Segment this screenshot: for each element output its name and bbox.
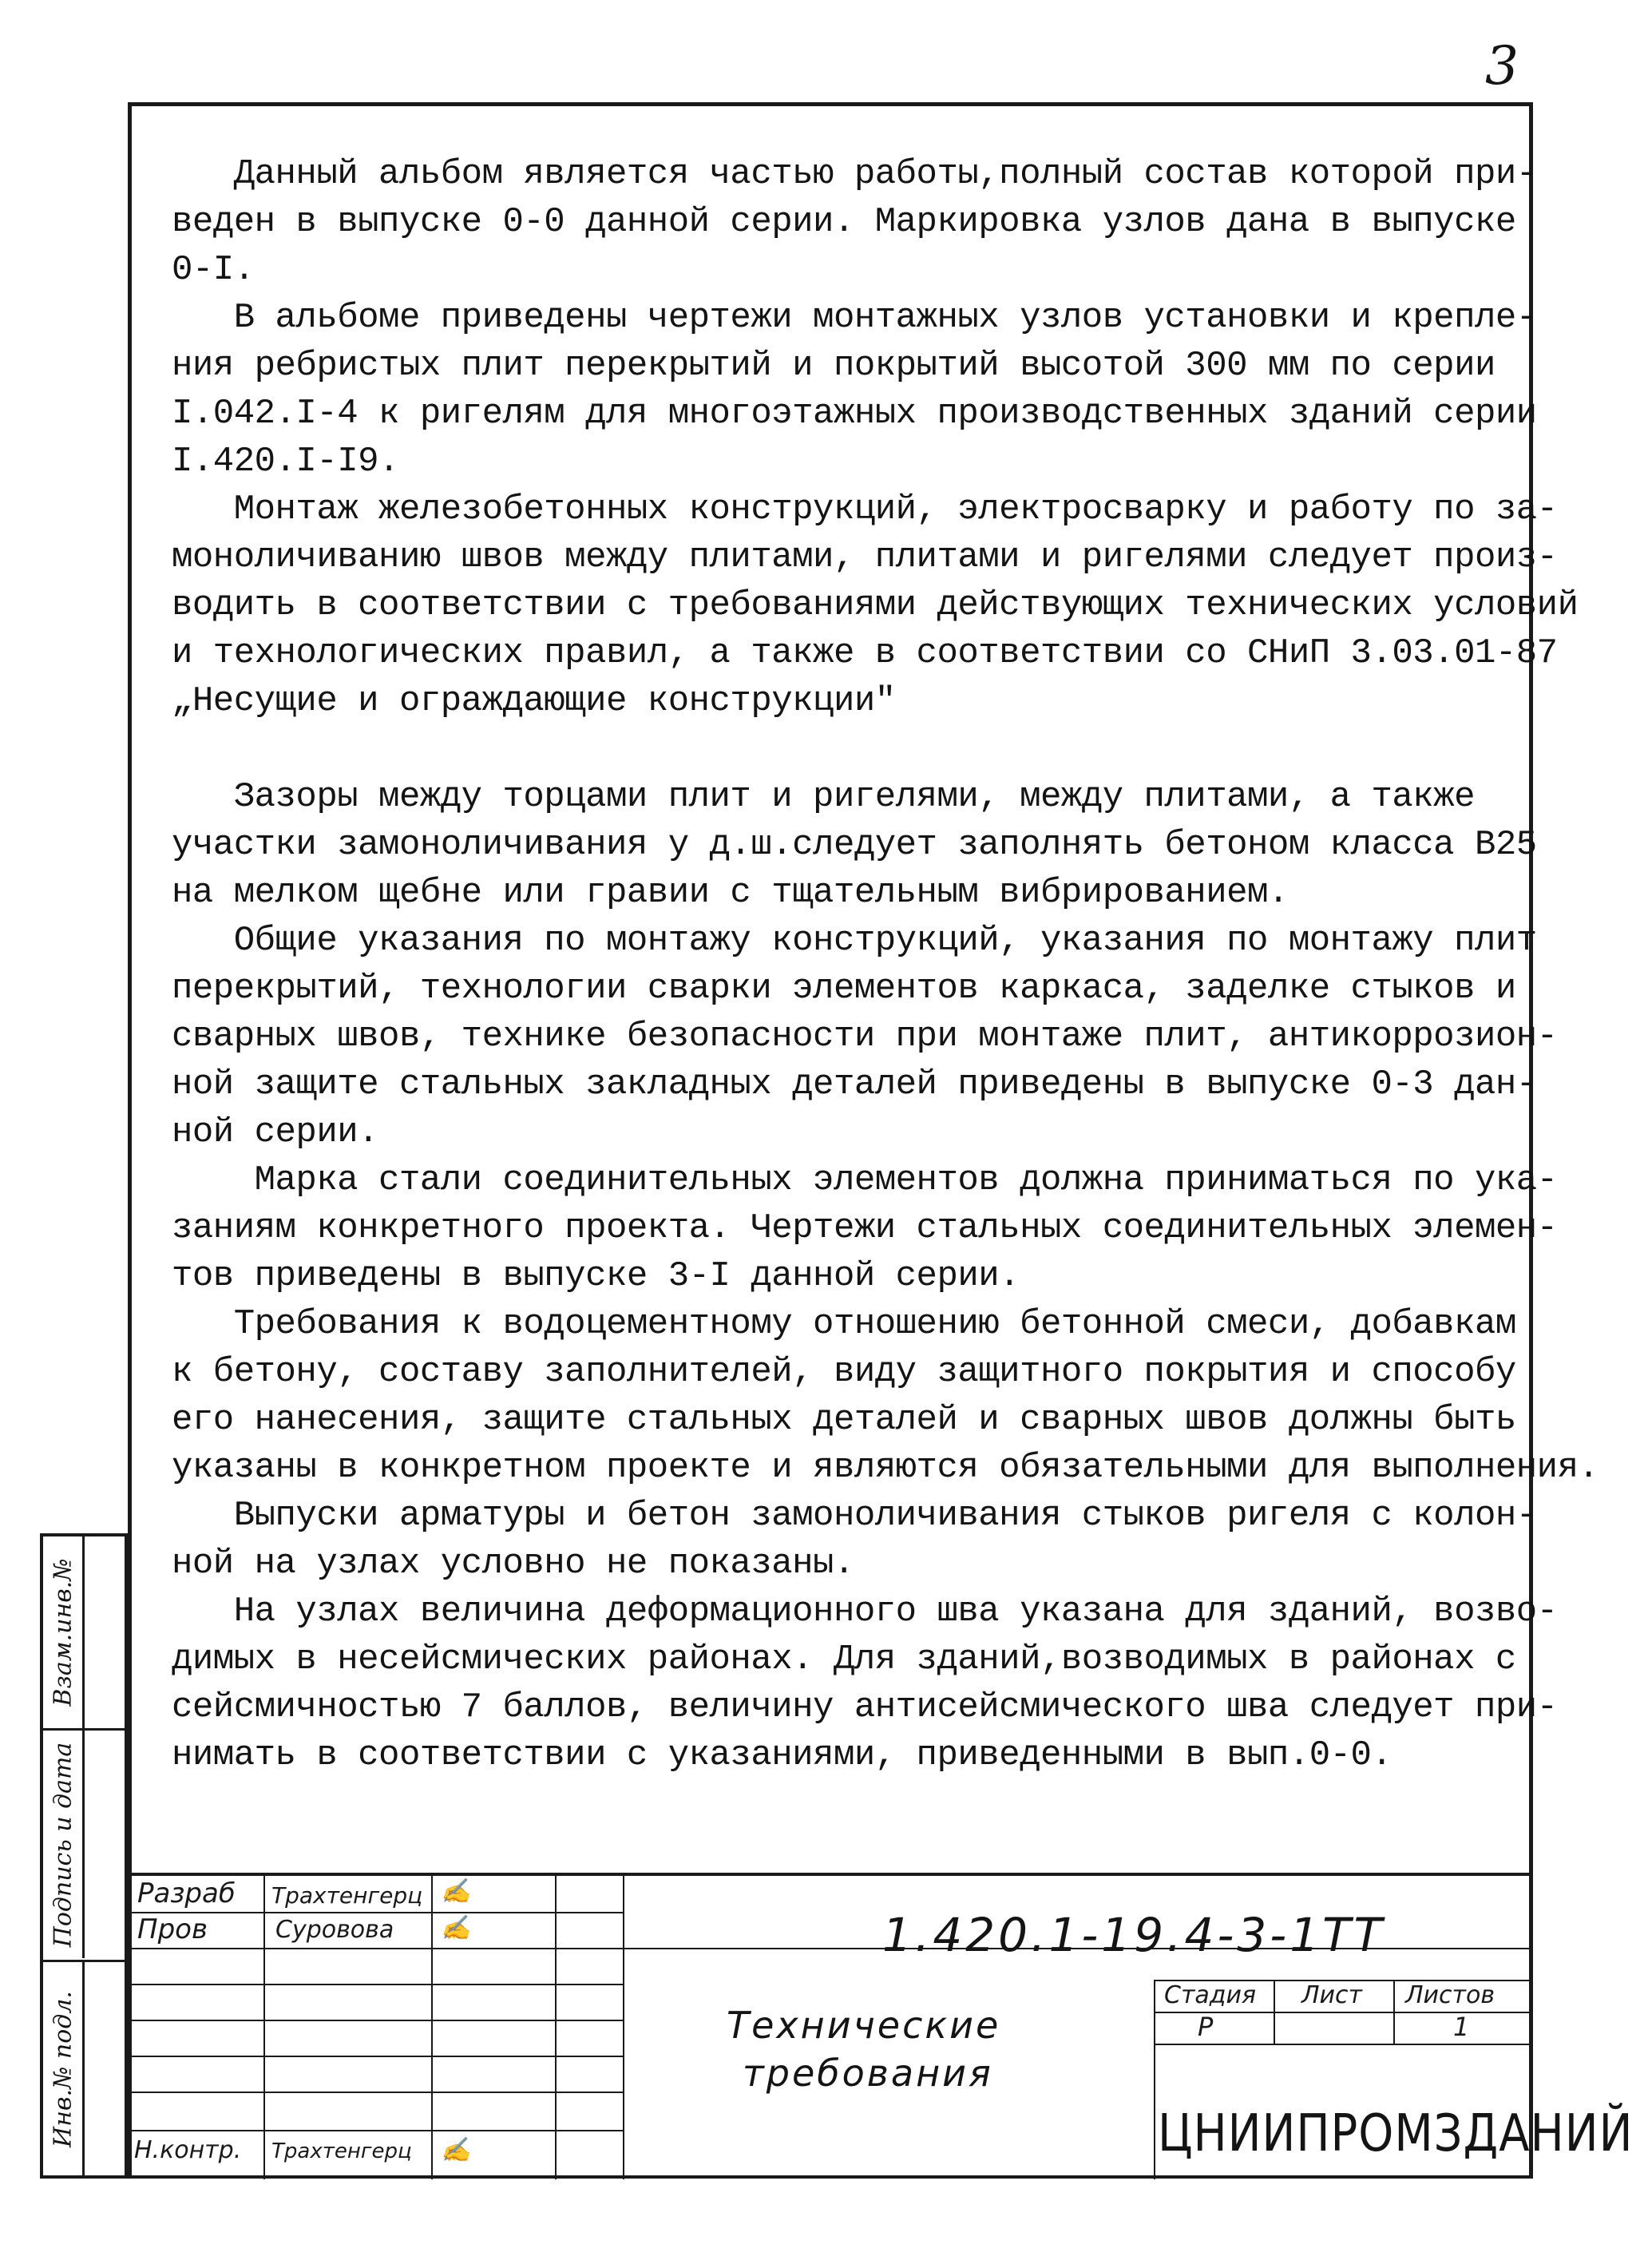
name-prov: Суровова [275, 1916, 394, 1944]
side-cell-vzam-inv [43, 1536, 85, 1728]
signature-prov: ✍ [441, 1914, 471, 1942]
side-cell-inv-podl [43, 1962, 85, 2176]
role-razrab: Разраб [137, 1877, 236, 1909]
side-label-podpis-data: Подпись и дата [49, 1742, 77, 1947]
side-label-inv-podl: Инв.№ подл. [49, 1991, 77, 2147]
paragraph-8: Выпуски арматуры и бетон замоноличивания стыков ригеля с колон- ной на узлах условно не показаны. [172, 1496, 1537, 1584]
paragraph-5: Общие указания по монтажу конструкций, указания по монтажу плит перекрытий, технологии сварки элементов каркаса, заделке стыков и сварных швов, технике безопасности при монтаже плит, антикоррозион- ной защите стальных закладных деталей приведены в выпуске 0-3 дан- ной серии. [172, 921, 1558, 1152]
value-stage: Р [1198, 2012, 1214, 2042]
paragraph-9: На узлах величина деформационного шва указана для зданий, возво- димых в несейсмических районах. Для зданий,возводимых в районах с сейсмичностью 7 баллов, величину антисейсмического шва следует при- нимать в соответствии с указаниями, приведенными в вып.0-0. [172, 1592, 1558, 1775]
paragraph-7: Требования к водоцементному отношению бетонной смеси, добавкам к бетону, составу заполнителей, виду защитного покрытия и способу его нанесения, защите стальных деталей и сварных швов должны быть указаны в конкретном проекте и являются обязательными для выполнения. [172, 1304, 1599, 1488]
document-code: 1.420.1-19.4-3-1ТТ [882, 1908, 1385, 1962]
organization-name: ЦНИИПРОМЗДАНИЙ [1158, 2103, 1634, 2163]
name-razrab: Трахтенгерц [271, 1882, 423, 1909]
value-sheets: 1 [1453, 2012, 1470, 2042]
title-block [128, 1873, 1634, 2179]
header-sheet: Лист [1301, 1981, 1363, 2009]
paragraph-3: Монтаж железобетонных конструкций, электросварку и работу по за- моноличиванию швов между плитами, плитами и ригелями следует произ- водить в соответствии с требованиями действующих технических условий и технологических правил, а также в соответствии со СНиП 3.03.01-87 „Несущие и ограждающие конструкции" [172, 490, 1579, 721]
role-nkontr: Н.контр. [134, 2136, 242, 2164]
signature-nkontr: ✍ [441, 2136, 471, 2164]
paragraph-1: Данный альбом является частью работы,полный состав которой при- веден в выпуске 0-0 данной серии. Маркировка узлов дана в выпуске 0-I. [172, 154, 1537, 290]
body-text [172, 150, 1599, 1779]
side-stamp [40, 1533, 128, 2179]
signature-razrab: ✍ [441, 1877, 471, 1905]
role-prov: Пров [137, 1913, 208, 1945]
paragraph-gap [172, 725, 1529, 773]
paragraph-6: Марка стали соединительных элементов должна приниматься по ука- заниям конкретного проекта. Чертежи стальных соединительных элемен- тов приведены в выпуске 3-I данной серии. [172, 1160, 1558, 1296]
page-number: 3 [1485, 35, 1519, 97]
header-stage: Стадия [1164, 1981, 1257, 2009]
name-nkontr: Трахтенгерц [271, 2139, 412, 2163]
paragraph-4: Зазоры между торцами плит и ригелями, между плитами, а также участки замоноличивания у д.ш.следует заполнять бетоном класса В25 на мелком щебне или гравии с тщательным вибрированием. [172, 777, 1537, 913]
side-label-vzam-inv: Взам.инв.№ [49, 1558, 77, 1707]
title-line-2: требования [743, 2052, 993, 2095]
title-line-1: Технические [727, 2004, 1001, 2047]
paragraph-2: В альбоме приведены чертежи монтажных узлов установки и крепле- ния ребристых плит перекрытий и покрытий высотой 300 мм по серии I.042.I-4 к ригелям для многоэтажных производственных зданий серии I.420.I-I9. [172, 298, 1537, 482]
side-cell-podpis-data [43, 1731, 85, 1958]
header-sheets: Листов [1405, 1981, 1495, 2009]
